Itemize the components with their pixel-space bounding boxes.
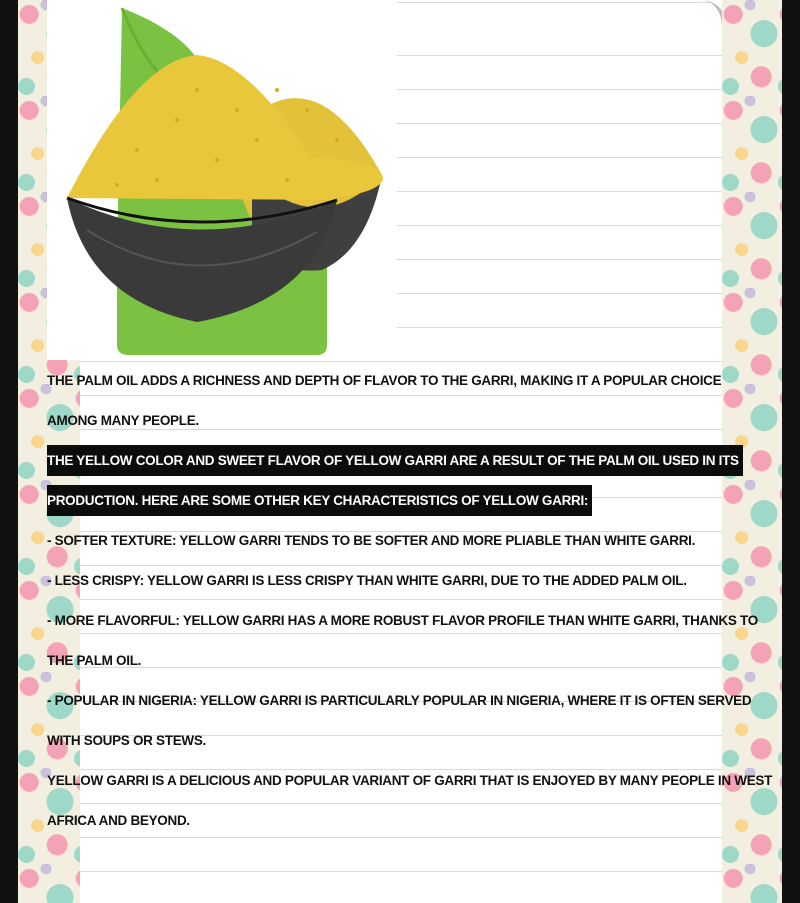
garri-description xyxy=(47,361,773,841)
bullet-softer-texture: - SOFTER TEXTURE: YELLOW GARRI TENDS TO BE SOFTER AND MORE PLIABLE THAN WHITE GARRI. xyxy=(47,533,696,548)
bullet-less-crispy: - LESS CRISPY: YELLOW GARRI IS LESS CRISPY THAN WHITE GARRI, DUE TO THE ADDED PALM OIL. xyxy=(47,573,687,588)
conclusion-line-1: YELLOW GARRI IS A DELICIOUS AND POPULAR VARIANT OF GARRI THAT IS ENJOYED BY MANY PEOPLE IN WEST xyxy=(47,773,773,788)
yellow-garri-image xyxy=(47,0,397,360)
left-black-frame xyxy=(0,0,18,903)
highlighted-text: PRODUCTION. HERE ARE SOME OTHER KEY CHARACTERISTICS OF YELLOW GARRI: xyxy=(47,485,592,516)
conclusion-line-2: AFRICA AND BEYOND. xyxy=(47,813,190,828)
bullet-popular-nigeria-line-2: WITH SOUPS OR STEWS. xyxy=(47,733,207,748)
highlighted-paragraph-line-1 xyxy=(47,441,752,481)
bullet-more-flavorful-line-2: THE PALM OIL. xyxy=(47,653,142,668)
paragraph-palm-oil-line-1: THE PALM OIL ADDS A RICHNESS AND DEPTH OF FLAVOR TO THE GARRI, MAKING IT A POPULAR CHOICE xyxy=(47,373,722,388)
highlighted-text: THE YELLOW COLOR AND SWEET FLAVOR OF YELLOW GARRI ARE A RESULT OF THE PALM OIL USED IN ITS xyxy=(47,445,743,476)
bullet-more-flavorful-line-1: - MORE FLAVORFUL: YELLOW GARRI HAS A MORE ROBUST FLAVOR PROFILE THAN WHITE GARRI, THANKS TO xyxy=(47,613,758,628)
paragraph-palm-oil-line-2: AMONG MANY PEOPLE. xyxy=(47,413,199,428)
highlighted-paragraph-line-2 xyxy=(47,481,752,521)
bullet-popular-nigeria-line-1: - POPULAR IN NIGERIA: YELLOW GARRI IS PARTICULARLY POPULAR IN NIGERIA, WHERE IT IS OFTEN SERVED xyxy=(47,693,752,708)
right-black-frame xyxy=(782,0,800,903)
